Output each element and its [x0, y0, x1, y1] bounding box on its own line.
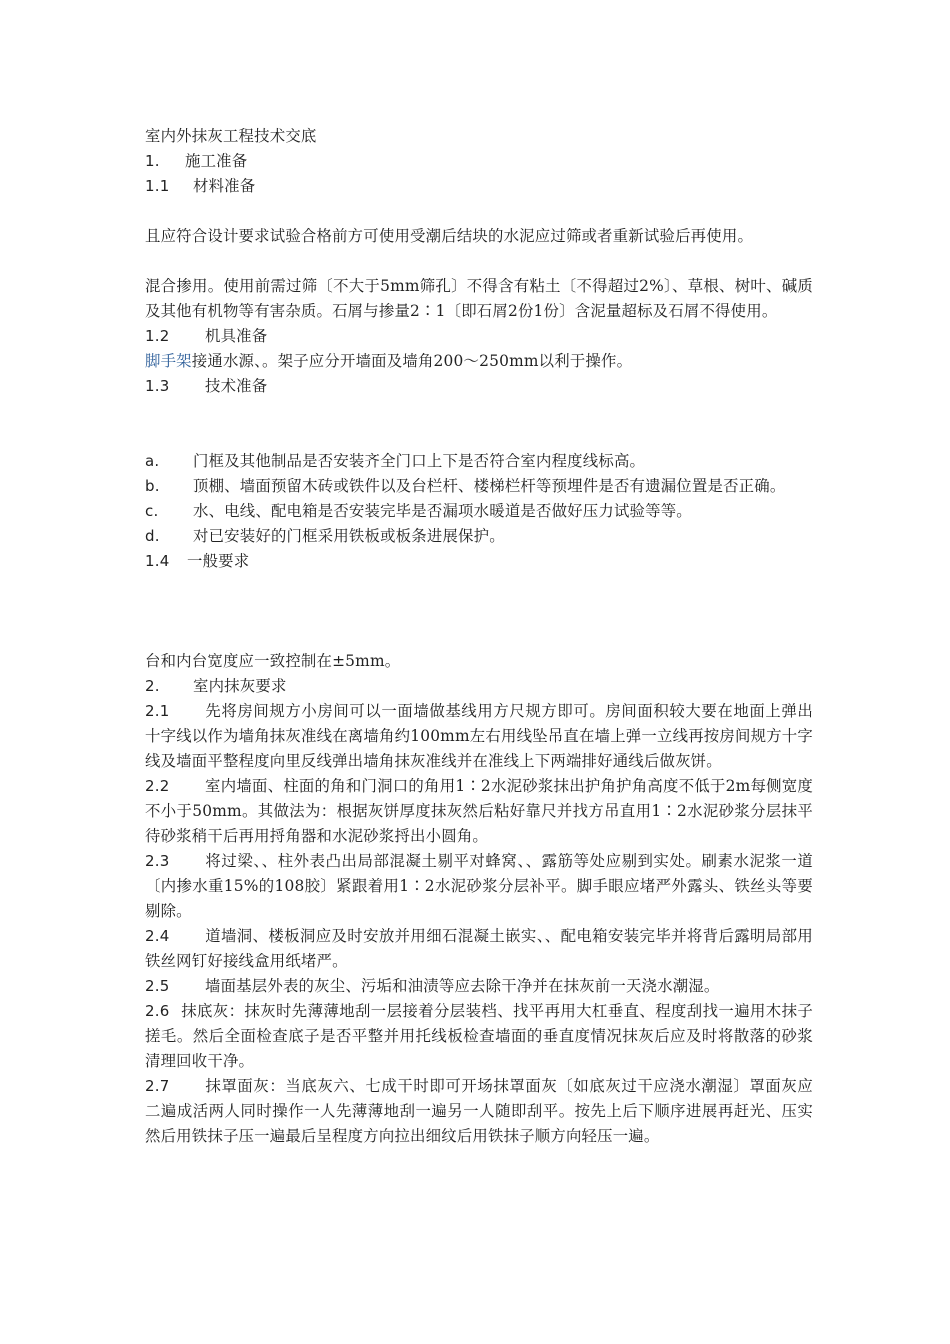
list-item-text: 水、电线、配电箱是否安装完毕是否漏项水暖道是否做好压力试验等等。: [193, 502, 692, 520]
section-title: 一般要求: [187, 552, 250, 570]
section-text: 道墙洞、楼板洞应及时安放并用细石混凝土嵌实、、配电箱安装完毕并将背后露明局部用铁丝网钉好接线盒用纸堵严。: [145, 927, 813, 970]
list-marker: d.: [145, 527, 160, 545]
section-text: 抹底灰：抹灰时先薄薄地刮一层接着分层装档、找平再用大杠垂直、程度刮找一遍用木抹子搓毛。然后全面检查底子是否平整并用托线板检查墙面的垂直度情况抹灰后应及时将散落的砂浆清理回收干净。: [145, 1002, 813, 1070]
section-1-heading: [145, 149, 813, 174]
section-2-6: [145, 999, 813, 1074]
section-2-5: [145, 974, 813, 999]
section-2-4: [145, 924, 813, 974]
section-2-2: [145, 774, 813, 849]
list-item-c: [145, 499, 813, 524]
section-1-4-heading: [145, 549, 813, 574]
section-number: 2.7: [145, 1077, 170, 1095]
section-number: 2.5: [145, 977, 170, 995]
paragraph-tools: [145, 349, 813, 374]
section-number: 1.3: [145, 377, 170, 395]
section-1-2-heading: [145, 324, 813, 349]
blank-line: [145, 249, 813, 274]
section-1-1-heading: [145, 174, 813, 199]
section-number: 2.2: [145, 777, 170, 795]
section-text: 先将房间规方小房间可以一面墙做基线用方尺规方即可。房间面积较大要在地面上弹出十字线以作为墙角抹灰准线在离墙角约100mm左右用线坠吊直在墙上弹一立线再按房间规方十字线及墙面平整程度向里反线弹出墙角抹灰准线并在准线上下两端排好通线后做灰饼。: [145, 702, 813, 770]
blank-lines: [145, 399, 813, 449]
list-item-text: 顶棚、墙面预留木砖或铁件以及台栏杆、楼梯栏杆等预埋件是否有遗漏位置是否正确。: [193, 477, 786, 495]
list-item-a: [145, 449, 813, 474]
section-number: 1.4: [145, 552, 170, 570]
paragraph-general: 台和内台宽度应一致控制在±5mm。: [145, 652, 401, 670]
list-item-d: [145, 524, 813, 549]
section-title: 施工准备: [185, 152, 248, 170]
section-number: 1.2: [145, 327, 170, 345]
list-item-text: 门框及其他制品是否安装齐全门口上下是否符合室内程度线标高。: [193, 452, 646, 470]
paragraph-cement: 且应符合设计要求试验合格前方可使用受潮后结块的水泥应过筛或者重新试验后再使用。: [145, 227, 754, 245]
blank-line: [145, 199, 813, 224]
section-title: 技术准备: [205, 377, 268, 395]
paragraph-sand: 混合掺用。使用前需过筛〔不大于5mm筛孔〕不得含有粘土〔不得超过2%〕、草根、树叶、碱质及其他有机物等有害杂质。石屑与掺量2∶1〔即石屑2份1份〕含泥量超标及石屑不得使用。: [145, 277, 813, 320]
section-number: 2.1: [145, 702, 170, 720]
section-number: 1.: [145, 152, 160, 170]
doc-title: 室内外抹灰工程技术交底: [145, 127, 317, 145]
section-number: 2.3: [145, 852, 170, 870]
paragraph-tools-text: 接通水源、。架子应分开墙面及墙角200～250mm以利于操作。: [191, 352, 633, 370]
section-number: 2.6: [145, 1002, 170, 1020]
section-2-1: [145, 699, 813, 774]
section-title: 材料准备: [193, 177, 256, 195]
list-item-b: [145, 474, 813, 499]
list-marker: b.: [145, 477, 160, 495]
section-number: 2.: [145, 677, 160, 695]
section-number: 2.4: [145, 927, 170, 945]
section-text: 室内墙面、柱面的角和门洞口的角用1∶2水泥砂浆抹出护角护角高度不低于2m每侧宽度不小于50mm。其做法为：根据灰饼厚度抹灰然后粘好靠尺并找方吊直用1∶2水泥砂浆分层抹平待砂浆稍干后再用捋角器和水泥砂浆捋出小圆角。: [145, 777, 813, 845]
section-2-heading: [145, 674, 813, 699]
section-2-3: [145, 849, 813, 924]
section-title: 室内抹灰要求: [193, 677, 287, 695]
scaffold-link[interactable]: 脚手架: [145, 352, 192, 370]
section-number: 1.1: [145, 177, 170, 195]
blank-lines: [145, 574, 813, 649]
section-1-3-heading: [145, 374, 813, 399]
section-text: 抹罩面灰：当底灰六、七成干时即可开场抹罩面灰〔如底灰过干应浇水潮湿〕罩面灰应二遍成活两人同时操作一人先薄薄地刮一遍另一人随即刮平。按先上后下顺序进展再赶光、压实然后用铁抹子压一遍最后呈程度方向拉出细纹后用铁抹子顺方向轻压一遍。: [145, 1077, 813, 1145]
section-text: 将过梁、、柱外表凸出局部混凝土剔平对蜂窝、、露筋等处应剔到实处。刷素水泥浆一道〔内掺水重15%的108胶〕紧跟着用1∶2水泥砂浆分层补平。脚手眼应堵严外露头、铁丝头等要剔除。: [145, 852, 813, 920]
list-marker: a.: [145, 452, 160, 470]
section-2-7: [145, 1074, 813, 1149]
document-body: [145, 124, 813, 1149]
section-text: 墙面基层外表的灰尘、污垢和油渍等应去除干净并在抹灰前一天浇水潮湿。: [205, 977, 720, 995]
list-item-text: 对已安装好的门框采用铁板或板条进展保护。: [193, 527, 505, 545]
section-title: 机具准备: [205, 327, 268, 345]
list-marker: c.: [145, 502, 159, 520]
